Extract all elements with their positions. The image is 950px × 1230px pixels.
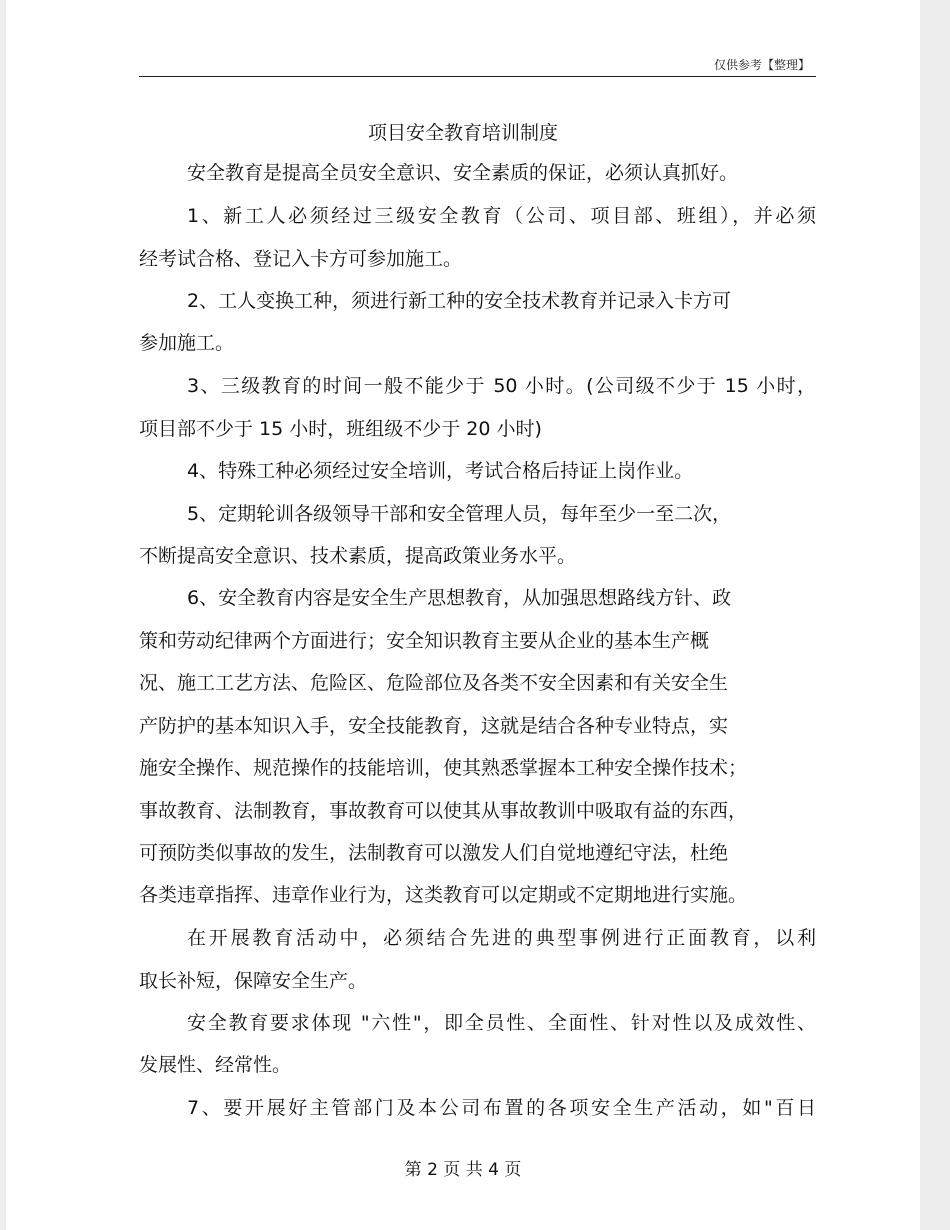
text-line: 3、三级教育的时间一般不能少于 50 小时。(公司级不少于 15 小时， [187,375,816,397]
text-line: 取长补短，保障安全生产。 [139,970,368,992]
text-line: 安全教育是提高全员安全意识、安全素质的保证，必须认真抓好。 [187,162,739,184]
text-line: 经考试合格、登记入卡方可参加施工。 [139,248,463,270]
document-title: 项目安全教育培训制度 [367,122,558,144]
text-line: 发展性、经常性。 [139,1054,292,1076]
text-line: 2、工人变换工种，须进行新工种的安全技术教育并记录入卡方可 [187,290,732,312]
text-line: 参加施工。 [139,332,235,354]
text-line: 7、要开展好主管部门及本公司布置的各项安全生产活动，如"百日 [187,1097,816,1119]
page-header: 仅供参考【整理】 [713,58,810,72]
text-line: 1、新工人必须经过三级安全教育（公司、项目部、班组），并必须 [187,205,816,227]
text-line: 事故教育、法制教育，事故教育可以使其从事故教训中吸取有益的东西， [139,800,748,822]
text-line: 在开展教育活动中，必须结合先进的典型事例进行正面教育，以利 [187,927,816,949]
text-line: 安全教育要求体现 "六性"，即全员性、全面性、针对性以及成效性、 [187,1012,816,1034]
text-line: 产防护的基本知识入手，安全技能教育，这就是结合各种专业特点，实 [139,715,729,737]
text-line: 可预防类似事故的发生，法制教育可以激发人们自觉地遵纪守法，杜绝 [139,842,729,864]
text-line: 5、定期轮训各级领导干部和安全管理人员，每年至少一至二次， [187,503,732,525]
text-line: 各类违章指挥、违章作业行为，这类教育可以定期或不定期地进行实施。 [139,884,748,906]
page-footer: 第 2 页 共 4 页 [404,1160,522,1180]
text-line: 项目部不少于 15 小时，班组级不少于 20 小时) [139,418,542,440]
text-line: 施安全操作、规范操作的技能培训，使其熟悉掌握本工种安全操作技术； [139,757,748,779]
text-line: 4、特殊工种必须经过安全培训，考试合格后持证上岗作业。 [187,460,694,482]
text-line: 不断提高安全意识、技术素质，提高政策业务水平。 [139,545,577,567]
text-line: 况、施工工艺方法、危险区、危险部位及各类不安全因素和有关安全生 [139,672,729,694]
text-line: 6、安全教育内容是安全生产思想教育，从加强思想路线方针、政 [187,587,732,609]
header-rule [139,76,816,77]
document-page [6,0,920,1230]
text-line: 策和劳动纪律两个方面进行；安全知识教育主要从企业的基本生产概 [139,630,710,652]
